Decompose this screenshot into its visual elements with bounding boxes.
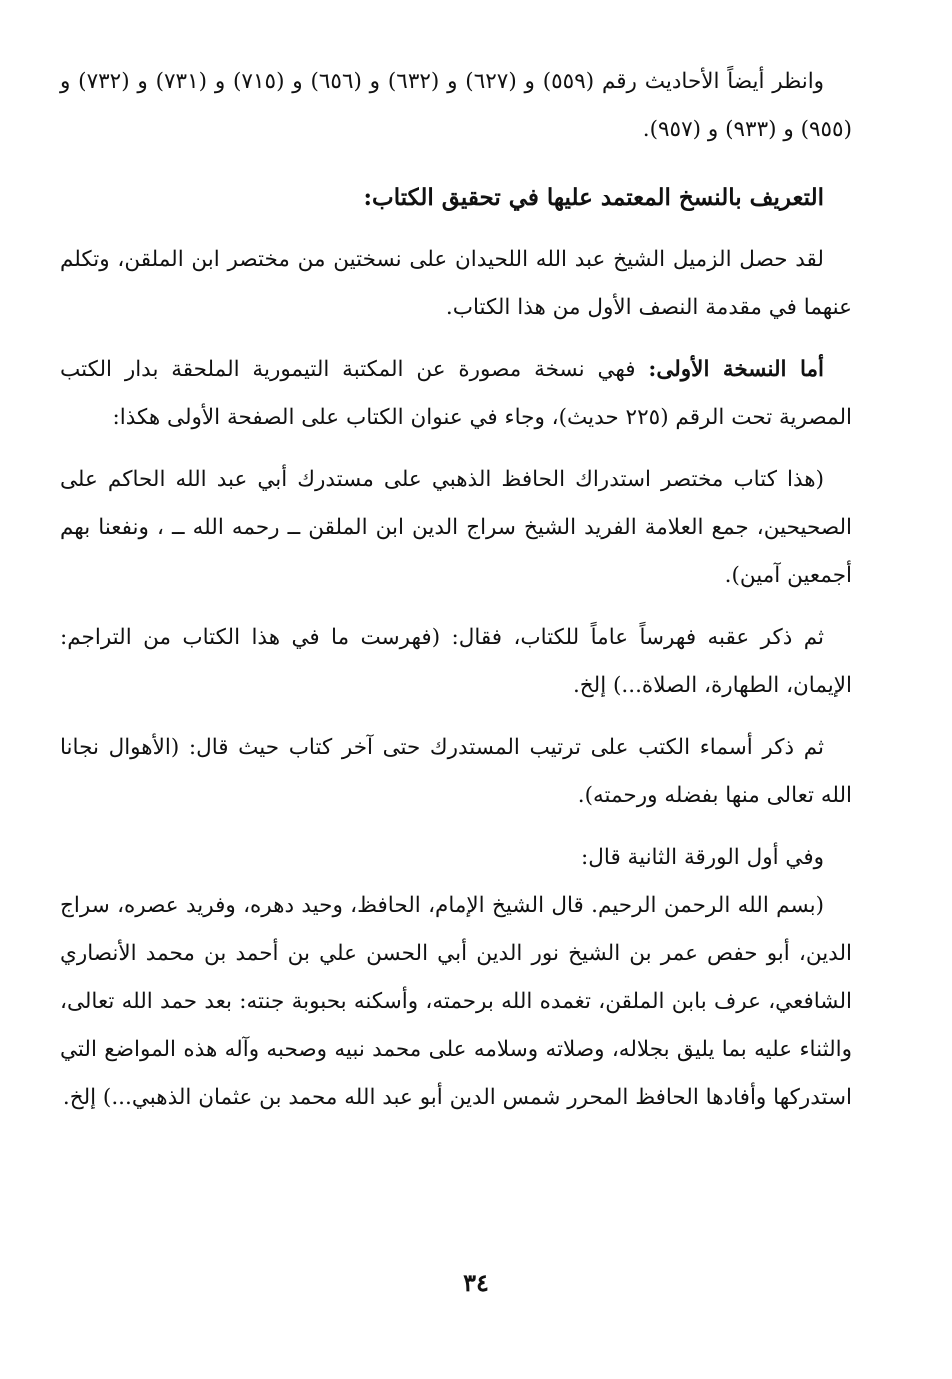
page-number: ٣٤ xyxy=(463,1268,489,1297)
page-body xyxy=(60,58,852,1122)
see-also-paragraph: وانظر أيضاً الأحاديث رقم (٥٥٩) و (٦٢٧) و (٦٣٢) و (٦٥٦) و (٧١٥) و (٧٣١) و (٧٣٢) و (٩٥٥) و (٩٣٣) و (٩٥٧). xyxy=(60,69,852,142)
section-heading: التعريف بالنسخ المعتمد عليها في تحقيق الكتاب: xyxy=(363,184,824,211)
intro-paragraph: لقد حصل الزميل الشيخ عبد الله اللحيدان على نسختين من مختصر ابن الملقن، وتكلم عنهما في مقدمة النصف الأول من هذا الكتاب. xyxy=(60,247,852,320)
index-note-paragraph: ثم ذكر عقبه فهرساً عاماً للكتاب، فقال: (فهرست ما في هذا الكتاب من التراجم: الإيمان، الطهارة، الصلاة...) إلخ. xyxy=(60,625,852,698)
first-copy-text: فهي نسخة مصورة عن المكتبة التيمورية الملحقة بدار الكتب المصرية تحت الرقم (٢٢٥ حديث)، وجاء في عنوان الكتاب على الصفحة الأولى هكذا: xyxy=(60,357,852,430)
books-note-paragraph: ثم ذكر أسماء الكتب على ترتيب المستدرك حتى آخر كتاب حيث قال: (الأهوال نجانا الله تعالى منها بفضله ورحمته). xyxy=(60,735,852,808)
second-leaf-paragraph: وفي أول الورقة الثانية قال: xyxy=(581,845,824,870)
first-copy-label: أما النسخة الأولى: xyxy=(648,357,824,382)
first-copy-paragraph xyxy=(60,346,852,442)
opening-quote-paragraph: (بسم الله الرحمن الرحيم. قال الشيخ الإمام، الحافظ، وحيد دهره، وفريد عصره، سراج الدين، أبو حفص عمر بن الشيخ نور الدين أبي الحسن علي بن أحمد بن محمد الأنصاري الشافعي، عرف بابن الملقن، تغمده الله برحمته، وأسكنه بحبوبة جنته: بعد حمد الله تعالى، والثناء عليه بما يليق بجلاله، وصلاته وسلامه على محمد نبيه وصحبه وآله هذه المواضع التي استدركها وأفادها الحافظ المحرر شمس الدين أبو عبد الله محمد بن عثمان الذهبي...) إلخ. xyxy=(60,893,852,1110)
title-quote-paragraph: (هذا كتاب مختصر استدراك الحافظ الذهبي على مستدرك أبي عبد الله الحاكم على الصحيحين، جمع العلامة الفريد الشيخ سراج الدين ابن الملقن ــ رحمه الله ــ ، ونفعنا بهم أجمعين آمين). xyxy=(60,467,852,588)
